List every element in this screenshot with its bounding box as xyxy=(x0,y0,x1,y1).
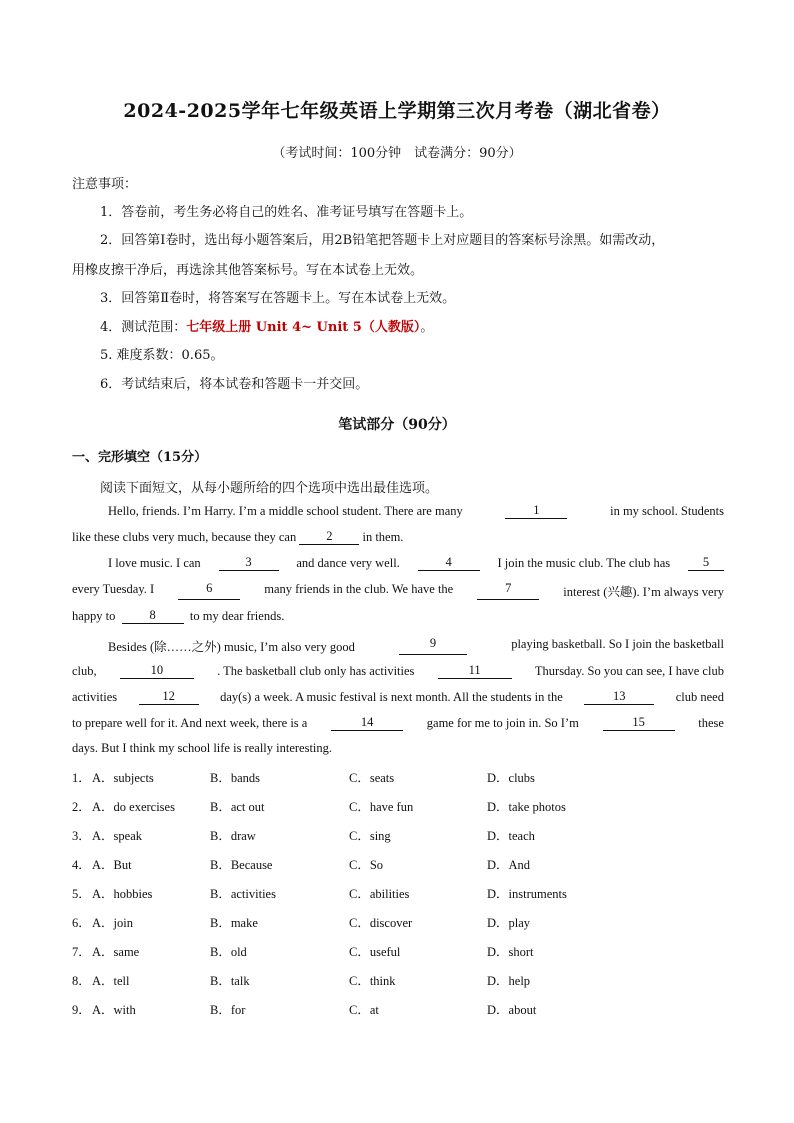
option-d[interactable]: D．about xyxy=(487,1003,537,1017)
blank-11: 11 xyxy=(438,664,512,679)
option-b[interactable]: B．act out xyxy=(210,800,265,814)
option-b[interactable]: B．talk xyxy=(210,974,250,988)
option-c[interactable]: C．discover xyxy=(349,916,413,930)
blank-3: 3 xyxy=(219,556,279,571)
option-d[interactable]: D．clubs xyxy=(487,771,535,785)
notice-item-2-line-2: 用橡皮擦干净后，再选涂其他答案标号。写在本试卷上无效。 xyxy=(72,263,424,278)
option-a[interactable]: A．tell xyxy=(92,974,130,988)
part-title: 一、完形填空（15分） xyxy=(72,450,208,465)
option-b[interactable]: B．draw xyxy=(210,829,256,843)
question-row xyxy=(72,855,732,871)
blank-4: 4 xyxy=(418,556,480,571)
option-d[interactable]: D．take photos xyxy=(487,800,566,814)
question-row xyxy=(72,913,732,929)
blank-9: 9 xyxy=(399,637,467,655)
question-number: 4． xyxy=(72,858,91,872)
option-c[interactable]: C．seats xyxy=(349,771,395,785)
question-number: 3． xyxy=(72,829,91,843)
exam-subtitle: （考试时间：100分钟 试卷满分：90分） xyxy=(272,146,522,161)
blank-8: 8 xyxy=(122,609,184,624)
test-scope: 七年级上册 Unit 4~ Unit 5（人教版） xyxy=(186,320,421,335)
instruction: 阅读下面短文，从每小题所给的四个选项中选出最佳选项。 xyxy=(100,481,439,496)
option-a[interactable]: A．But xyxy=(92,858,132,872)
option-d[interactable]: D．instruments xyxy=(487,887,567,901)
blank-6: 6 xyxy=(178,582,240,600)
section-title: 笔试部分（90分） xyxy=(338,417,456,433)
notice-heading: 注意事项： xyxy=(72,177,138,192)
option-a[interactable]: A．same xyxy=(92,945,140,959)
notice-item-4 xyxy=(100,316,433,335)
question-number: 9． xyxy=(72,1003,91,1017)
option-c[interactable]: C．think xyxy=(349,974,396,988)
option-d[interactable]: D．play xyxy=(487,916,531,930)
question-number: 5． xyxy=(72,887,91,901)
blank-13: 13 xyxy=(584,690,654,705)
notice-item-4-prefix: 4．测试范围： xyxy=(100,320,187,335)
option-b[interactable]: B．make xyxy=(210,916,258,930)
option-b[interactable]: B．bands xyxy=(210,771,261,785)
option-d[interactable]: D．teach xyxy=(487,829,535,843)
passage-line: every Tuesday. I 6 many friends in the club. We have the 7 interest (兴趣). I’m always very xyxy=(72,581,724,599)
blank-1: 1 xyxy=(505,504,567,519)
option-c[interactable]: C．useful xyxy=(349,945,401,959)
option-a[interactable]: A．with xyxy=(92,1003,136,1017)
passage-line: I love music. I can 3 and dance very well. 4 I join the music club. The club has 5 xyxy=(108,556,724,571)
option-b[interactable]: B．activities xyxy=(210,887,276,901)
option-d[interactable]: D．short xyxy=(487,945,534,959)
option-c[interactable]: C．abilities xyxy=(349,887,410,901)
question-row xyxy=(72,1000,732,1016)
question-row xyxy=(72,884,732,900)
passage-line: club, 10 . The basketball club only has activities 11 Thursday. So you can see, I have club xyxy=(72,663,724,678)
passage-line: activities 12 day(s) a week. A music festival is next month. All the students in the 13 club need xyxy=(72,689,724,704)
question-number: 2． xyxy=(72,800,91,814)
blank-7: 7 xyxy=(477,582,539,600)
question-row xyxy=(72,971,732,987)
question-number: 1． xyxy=(72,771,91,785)
blank-10: 10 xyxy=(120,664,194,679)
option-a[interactable]: A．speak xyxy=(92,829,142,843)
option-c[interactable]: C．have fun xyxy=(349,800,414,814)
blank-12: 12 xyxy=(139,690,199,705)
passage-line: Hello, friends. I’m Harry. I’m a middle school student. There are many 1 in my school. Students xyxy=(108,503,724,518)
notice-item-4-suffix: 。 xyxy=(420,320,434,335)
passage-line: to prepare well for it. And next week, there is a 14 game for me to join in. So I’m 15 these xyxy=(72,715,724,730)
notice-item-1: 1．答卷前，考生务必将自己的姓名、准考证号填写在答题卡上。 xyxy=(100,205,473,220)
blank-5: 5 xyxy=(688,556,724,571)
question-row xyxy=(72,768,732,784)
question-row xyxy=(72,942,732,958)
option-b[interactable]: B．Because xyxy=(210,858,273,872)
blank-2: 2 xyxy=(299,530,359,545)
option-a[interactable]: A．do exercises xyxy=(92,800,175,814)
notice-item-3: 3．回答第Ⅱ卷时，将答案写在答题卡上。写在本试卷上无效。 xyxy=(100,291,456,306)
option-d[interactable]: D．help xyxy=(487,974,531,988)
option-c[interactable]: C．sing xyxy=(349,829,391,843)
option-b[interactable]: B．for xyxy=(210,1003,246,1017)
option-c[interactable]: C．at xyxy=(349,1003,379,1017)
option-c[interactable]: C．So xyxy=(349,858,384,872)
passage-line: like these clubs very much, because they can 2 in them. xyxy=(72,529,404,544)
question-number: 6． xyxy=(72,916,91,930)
notice-item-2-line-1: 2．回答第Ⅰ卷时，选出每小题答案后，用2B铅笔把答题卡上对应题目的答案标号涂黑。如需改动， xyxy=(100,233,665,248)
question-number: 8． xyxy=(72,974,91,988)
question-row xyxy=(72,826,732,842)
question-number: 7． xyxy=(72,945,91,959)
option-a[interactable]: A．hobbies xyxy=(92,887,153,901)
notice-item-6: 6．考试结束后，将本试卷和答题卡一并交回。 xyxy=(100,377,369,392)
passage-line: happy to 8 to my dear friends. xyxy=(72,608,285,623)
blank-15: 15 xyxy=(603,716,675,731)
passage-line: Besides (除……之外) music, I’m also very good 9 playing basketball. So I join the basketball xyxy=(108,636,724,654)
question-row xyxy=(72,797,732,813)
option-b[interactable]: B．old xyxy=(210,945,247,959)
blank-14: 14 xyxy=(331,716,403,731)
passage-line: days. But I think my school life is really interesting. xyxy=(72,741,333,755)
option-d[interactable]: D．And xyxy=(487,858,531,872)
notice-item-5: 5. 难度系数：0.65。 xyxy=(100,348,224,363)
option-a[interactable]: A．join xyxy=(92,916,133,930)
exam-title: 2024-2025学年七年级英语上学期第三次月考卷（湖北省卷） xyxy=(123,100,671,122)
option-a[interactable]: A．subjects xyxy=(92,771,154,785)
